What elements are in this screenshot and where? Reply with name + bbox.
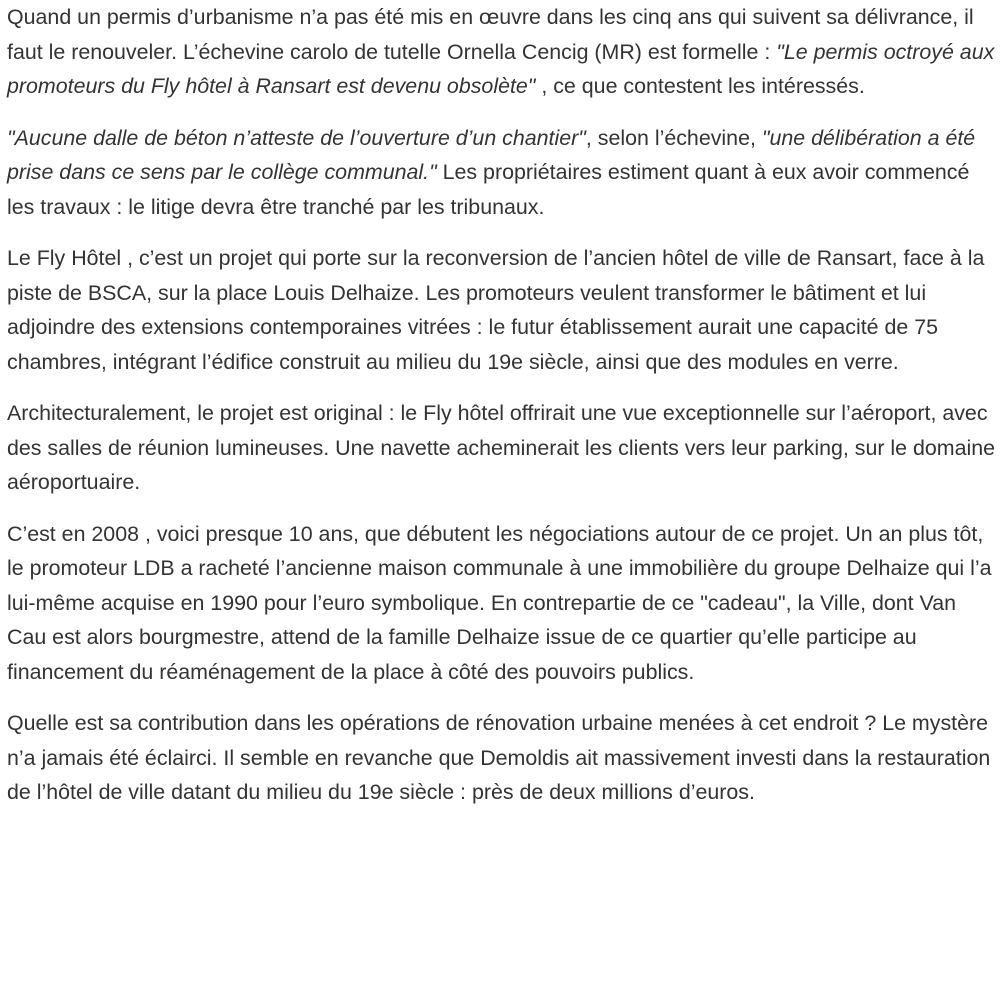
- paragraph-4: [7, 396, 997, 500]
- paragraph-2-text: , selon l’échevine,: [585, 125, 762, 150]
- paragraph-5-text: C’est en 2008 , voici presque 10 ans, que débutent les négociations autour de ce projet. Un an plus tôt, le promoteur LDB a racheté l’ancienne maison communale à une immobilière du groupe Delhaize qui l’a lui-même acquise en 1990 pour l’euro symbolique. En contrepartie de ce "cadeau", la Ville, dont Van Cau est alors bourgmestre, attend de la famille Delhaize issue de ce quartier qu’elle participe au financement du réaménagement de la place à côté des pouvoirs publics.: [7, 521, 992, 684]
- paragraph-1-text: Quand un permis d’urbanisme n’a pas été mis en œuvre dans les cinq ans qui suivent sa délivrance, il faut le renouveler. L’échevine carolo de tutelle Ornella Cencig (MR) est formelle :: [7, 5, 974, 64]
- paragraph-3-text: Le Fly Hôtel , c’est un projet qui porte sur la reconversion de l’ancien hôtel de ville de Ransart, face à la piste de BSCA, sur la place Louis Delhaize. Les promoteurs veulent transformer le bâtiment et lui adjoindre des extensions contemporaines vitrées : le futur établissement aurait une capacité de 75 chambres, intégrant l’édifice construit au milieu du 19e siècle, ainsi que des modules en verre.: [7, 246, 985, 374]
- paragraph-1-text-end: , ce que contestent les intéressés.: [535, 74, 865, 98]
- paragraph-3: [7, 241, 997, 379]
- paragraph-2: [7, 121, 997, 225]
- quote-deliberation: "une délibération a été prise dans ce sens par le collège communal.": [7, 125, 976, 184]
- article-body: [7, 0, 997, 827]
- paragraph-6-text: Quelle est sa contribution dans les opérations de rénovation urbaine menées à cet endroit ? Le mystère n’a jamais été éclairci. Il semble en revanche que Demoldis ait massivement investi dans la restauration de l’hôtel de ville datant du milieu du 19e siècle : près de deux millions d’euros.: [7, 711, 991, 804]
- paragraph-2-text-end: Les propriétaires estiment quant à eux avoir commencé les travaux : le litige devra être tranché par les tribunaux.: [7, 160, 970, 219]
- paragraph-1: [7, 0, 997, 104]
- paragraph-5: [7, 517, 997, 690]
- quote-permit-obsolete: "Le permis octroyé aux promoteurs du Fly hôtel à Ransart est devenu obsolète": [7, 39, 995, 98]
- paragraph-6: [7, 706, 997, 810]
- paragraph-4-text: Architecturalement, le projet est original : le Fly hôtel offrirait une vue exceptionnelle sur l’aéroport, avec des salles de réunion lumineuses. Une navette acheminerait les clients vers leur parking, sur le domaine aéroportuaire.: [7, 401, 996, 494]
- quote-no-concrete-slab: "Aucune dalle de béton n’atteste de l’ouverture d’un chantier": [7, 125, 586, 150]
